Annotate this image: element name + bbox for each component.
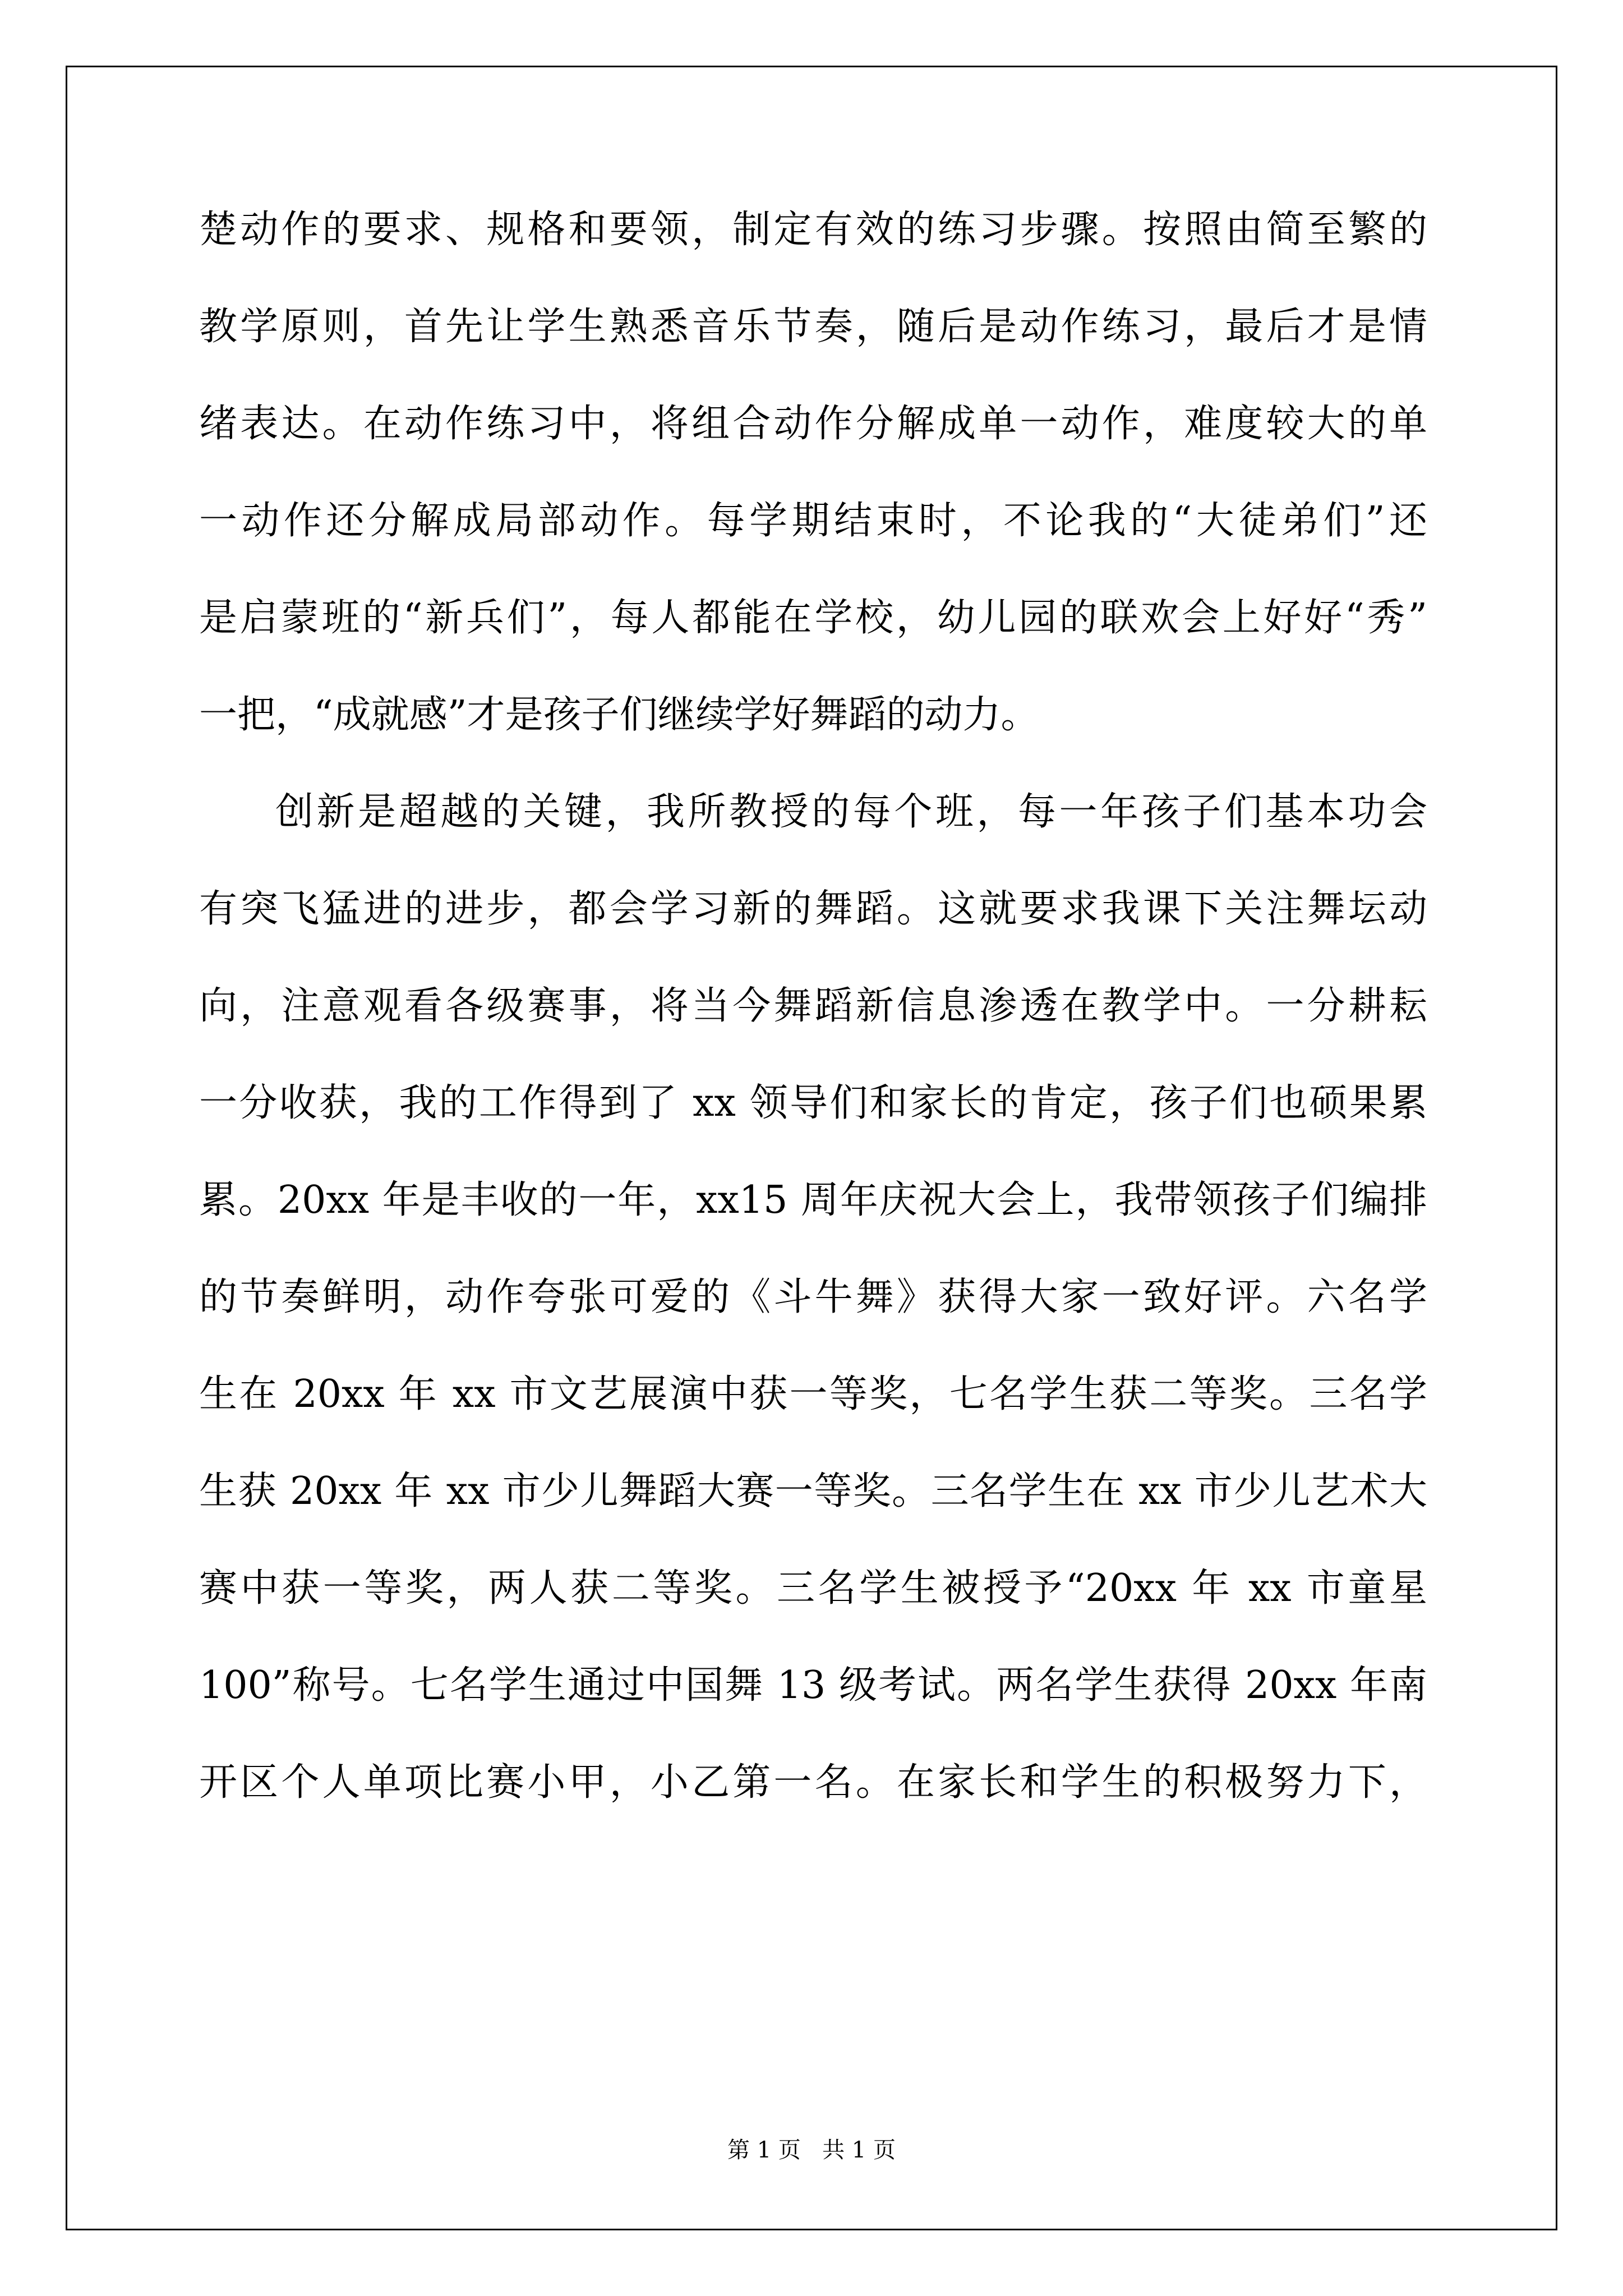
- body-text: [199, 208, 1427, 1857]
- text-line: 100”称号。七名学生通过中国舞 13 级考试。两名学生获得 20xx 年南: [199, 1663, 1427, 1708]
- page-footer: 第 1 页 共 1 页: [727, 2137, 896, 2163]
- text-line: 楚动作的要求、规格和要领，制定有效的练习步骤。按照由简至繁的: [199, 208, 1427, 252]
- text-line: 的节奏鲜明，动作夸张可爱的《斗牛舞》获得大家一致好评。六名学: [199, 1275, 1427, 1319]
- text-line: 向，注意观看各级赛事，将当今舞蹈新信息渗透在教学中。一分耕耘: [199, 984, 1427, 1028]
- text-line: 是启蒙班的“新兵们”，每人都能在学校，幼儿园的联欢会上好好“秀”: [199, 596, 1427, 640]
- text-line: 绪表达。在动作练习中，将组合动作分解成单一动作，难度较大的单: [199, 402, 1427, 446]
- text-line: 生在 20xx 年 xx 市文艺展演中获一等奖，七名学生获二等奖。三名学: [199, 1372, 1427, 1416]
- text-line: 生获 20xx 年 xx 市少儿舞蹈大赛一等奖。三名学生在 xx 市少儿艺术大: [199, 1469, 1427, 1513]
- text-line: 创新是超越的关键，我所教授的每个班，每一年孩子们基本功会: [275, 790, 1427, 834]
- text-line: 赛中获一等奖，两人获二等奖。三名学生被授予“20xx 年 xx 市童星: [199, 1566, 1427, 1611]
- text-line: 累。20xx 年是丰收的一年，xx15 周年庆祝大会上，我带领孩子们编排: [199, 1178, 1427, 1222]
- text-line: 一动作还分解成局部动作。每学期结束时，不论我的“大徒弟们”还: [199, 499, 1427, 543]
- text-line: 开区个人单项比赛小甲，小乙第一名。在家长和学生的积极努力下，: [199, 1760, 1427, 1805]
- text-line: 一把，“成就感”才是孩子们继续学好舞蹈的动力。: [199, 693, 1039, 737]
- text-line: 一分收获，我的工作得到了 xx 领导们和家长的肯定，孩子们也硕果累: [199, 1081, 1427, 1125]
- text-line: 有突飞猛进的进步，都会学习新的舞蹈。这就要求我课下关注舞坛动: [199, 887, 1427, 931]
- text-line: 教学原则，首先让学生熟悉音乐节奏，随后是动作练习，最后才是情: [199, 305, 1427, 349]
